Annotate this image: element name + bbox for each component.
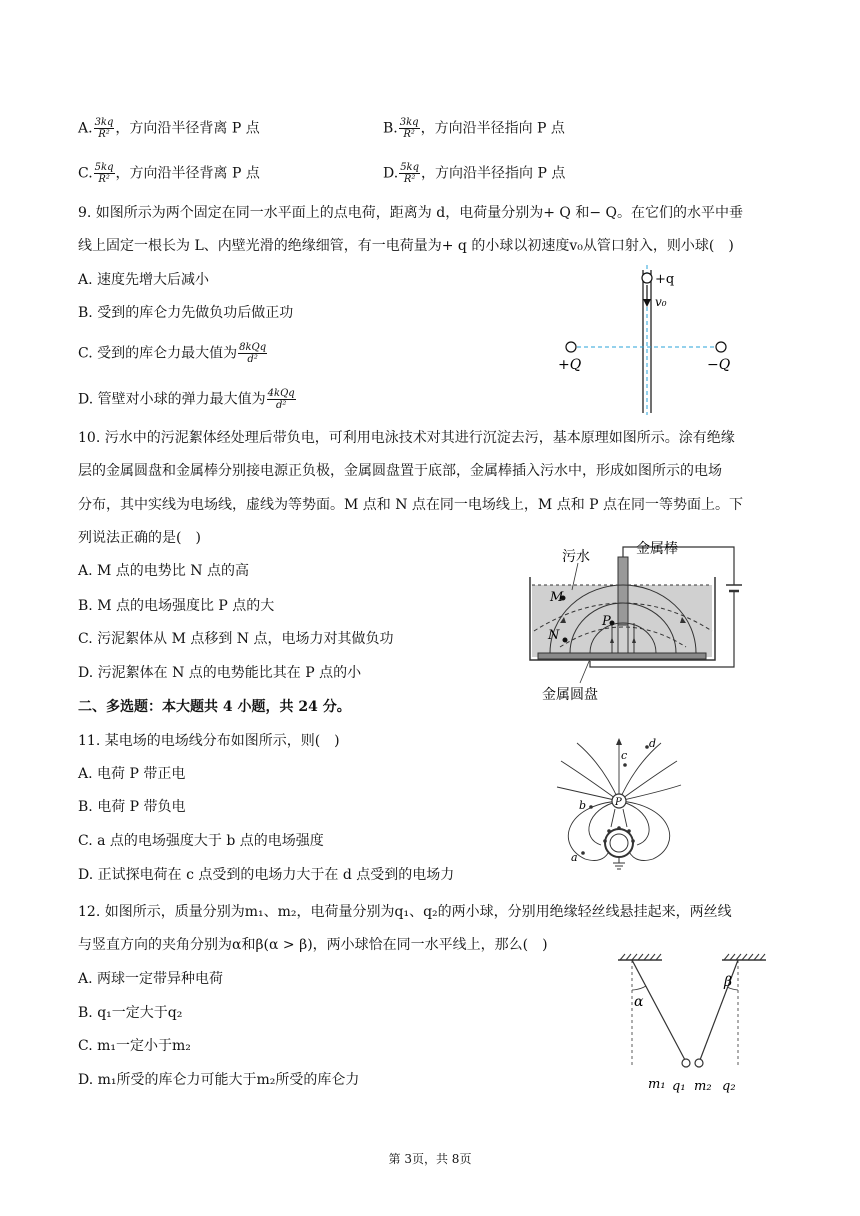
fig12-label-beta: β	[724, 974, 733, 990]
fig11-label-P: P	[615, 797, 622, 808]
fig10-label-P: P	[602, 614, 611, 629]
q11-option-b: B. 电荷 P 带负电	[78, 799, 186, 815]
arrow-down-icon	[643, 299, 651, 307]
page-footer: 第 3页，共 8页	[388, 1152, 472, 1166]
fig10-label-disk: 金属圆盘	[542, 687, 598, 703]
q8-option-a: A. $\frac{3kq}{\text{R²}}$ ，方向沿半径背离 P 点	[78, 117, 260, 140]
q12-stem-line2: 与竖直方向的夹角分别为α和β(α > β)，两小球恰在同一水平线上，那么( )	[78, 937, 548, 953]
fig10-label-M: M	[550, 590, 564, 605]
q12-stem-line1: 12. 如图所示，质量分别为m₁、m₂，电荷量分别为q₁、q₂的两小球，分别用绝缘轻丝线悬挂起来，两丝线	[78, 904, 732, 920]
q10-option-d: D. 污泥絮体在 N 点的电势能比其在 P 点的小	[78, 665, 362, 681]
q8-option-d: D. $\frac{5kq}{\text{R²}}$ ，方向沿半径指向 P 点	[383, 162, 566, 185]
q10-stem-line4: 列说法正确的是( )	[78, 530, 201, 546]
q12-option-c: C. m₁一定小于m₂	[78, 1038, 191, 1054]
q10-option-b: B. M 点的电场强度比 P 点的大	[78, 598, 275, 614]
q10-stem-line3: 分布，其中实线为电场线，虚线为等势面。M 点和 N 点在同一电场线上，M 点和 P 点在同一等势面上。下	[78, 497, 744, 513]
q11-option-a: A. 电荷 P 带正电	[78, 766, 186, 782]
q9-option-d: D. 管壁对小球的弹力最大值为 $\frac{\text{4kQq}}{\text{d²}}$	[78, 388, 295, 411]
fig10-label-water: 污水	[562, 549, 590, 565]
fig10-label-N: N	[548, 628, 560, 643]
fig12-label-m1: m₁	[648, 1077, 666, 1092]
fig11-label-b: b	[579, 799, 587, 812]
q9-option-a: A. 速度先增大后减小	[78, 272, 210, 288]
fig9-label-minusQ: −Q	[707, 357, 731, 373]
ball-icon	[642, 273, 652, 283]
q8-option-b: B. $\frac{3kq}{\text{R²}}$ ，方向沿半径指向 P 点	[383, 117, 565, 140]
section-2-heading: 二、多选题：本大题共 4 小题，共 24 分。	[78, 699, 351, 715]
q9-stem-line2: 线上固定一根长为 L、内壁光滑的绝缘细管，有一电荷量为+ q 的小球以初速度v₀从管口射入，则小球( )	[78, 238, 734, 254]
q9-option-c: C. 受到的库仑力最大值为 $\frac{\text{8kQq}}{\text{d²}}$	[78, 342, 267, 365]
fig9-label-plusQ: +Q	[558, 357, 582, 373]
q12-option-d: D. m₁所受的库仑力可能大于m₂所受的库仑力	[78, 1072, 360, 1088]
q11-stem: 11. 某电场的电场线分布如图所示，则( )	[78, 733, 340, 749]
fig11-label-a: a	[571, 851, 578, 864]
q10-figure	[520, 535, 760, 705]
q9-stem-line1: 9. 如图所示为两个固定在同一水平面上的点电荷，距离为 d，电荷量分别为+ Q 和− Q。在它们的水平中垂	[78, 205, 743, 221]
q10-option-a: A. M 点的电势比 N 点的高	[78, 563, 249, 579]
fig11-label-d: d	[649, 737, 657, 750]
fig12-label-q2: q₂	[722, 1079, 736, 1094]
fig11-label-c: c	[621, 749, 628, 762]
fig12-label-alpha: α	[634, 994, 644, 1010]
q9-option-b: B. 受到的库仑力先做负功后做正功	[78, 305, 294, 321]
q10-stem-line2: 层的金属圆盘和金属棒分别接电源正负极，金属圆盘置于底部，金属棒插入污水中，形成如图所示的电场	[78, 463, 722, 479]
q9-figure	[555, 265, 745, 415]
q11-option-c: C. a 点的电场强度大于 b 点的电场强度	[78, 833, 324, 849]
fig12-label-m2: m₂	[694, 1079, 712, 1094]
q10-stem-line1: 10. 污水中的污泥絮体经处理后带负电，可利用电泳技术对其进行沉淀去污，基本原理如图所示。涂有绝缘	[78, 430, 735, 446]
q8-option-c: C. $\frac{5kq}{\text{R²}}$ ，方向沿半径背离 P 点	[78, 162, 260, 185]
fig12-label-q1: q₁	[672, 1079, 686, 1094]
q12-option-a: A. 两球一定带异种电荷	[78, 971, 224, 987]
q10-option-c: C. 污泥絮体从 M 点移到 N 点，电场力对其做负功	[78, 631, 394, 647]
fig9-label-q: +q	[655, 272, 675, 287]
q11-figure	[555, 735, 685, 870]
q12-figure	[612, 950, 782, 1100]
fig10-label-rod: 金属棒	[636, 541, 678, 557]
fig9-label-v0: v₀	[655, 295, 667, 309]
q12-option-b: B. q₁一定大于q₂	[78, 1005, 183, 1021]
q11-option-d: D. 正试探电荷在 c 点受到的电场力大于在 d 点受到的电场力	[78, 867, 455, 883]
